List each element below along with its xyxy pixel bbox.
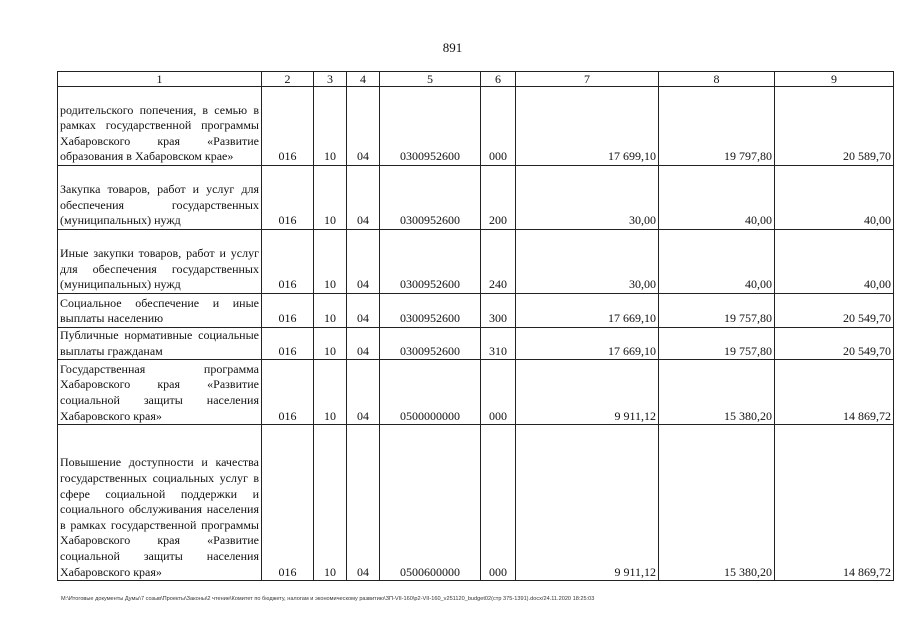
expense-type-cell: 000: [481, 87, 516, 166]
amount-year1-cell: 17 699,10: [516, 87, 659, 166]
expense-type-cell: 310: [481, 328, 516, 360]
ministry-code-cell: 016: [262, 166, 314, 230]
subsection-code-cell: 04: [347, 425, 380, 581]
row-name-cell: Государственная программа Хабаровского края «Развитие социальной защиты населения Хабаровского края»: [58, 360, 262, 425]
header-cell-2: 2: [262, 72, 314, 87]
amount-year2-cell: 15 380,20: [659, 360, 775, 425]
row-name-cell: Публичные нормативные социальные выплаты гражданам: [58, 328, 262, 360]
header-cell-8: 8: [659, 72, 775, 87]
target-article-cell: 0300952600: [380, 294, 481, 328]
amount-year1-cell: 30,00: [516, 166, 659, 230]
amount-year3-cell: 14 869,72: [775, 425, 894, 581]
subsection-code-cell: 04: [347, 294, 380, 328]
table-row: [58, 360, 894, 425]
amount-year2-cell: 19 757,80: [659, 328, 775, 360]
subsection-code-cell: 04: [347, 328, 380, 360]
header-cell-5: 5: [380, 72, 481, 87]
expense-type-cell: 000: [481, 425, 516, 581]
section-code-cell: 10: [314, 230, 347, 294]
header-cell-6: 6: [481, 72, 516, 87]
document-file-path: M:\Итоговые документы Думы\7 созыв\Проекты\Законы\2 чтение\Комитет по бюджету, налогам и экономическому развитию\ЗП-VII-160\р2-VII-160_v251120_budget02(стр 375-1391).docx/24.11.2020 18:25:03: [61, 596, 595, 602]
amount-year3-cell: 20 589,70: [775, 87, 894, 166]
table-header-row: [58, 72, 894, 87]
section-code-cell: 10: [314, 360, 347, 425]
row-name-cell: родительского попечения, в семью в рамках государственной программы Хабаровского края «Развитие образования в Хабаровском крае»: [58, 87, 262, 166]
row-name-cell: Иные закупки товаров, работ и услуг для обеспечения государственных (муниципальных) нужд: [58, 230, 262, 294]
table-row: [58, 87, 894, 166]
target-article-cell: 0500600000: [380, 425, 481, 581]
amount-year1-cell: 9 911,12: [516, 360, 659, 425]
amount-year1-cell: 9 911,12: [516, 425, 659, 581]
amount-year1-cell: 30,00: [516, 230, 659, 294]
row-name-cell: Закупка товаров, работ и услуг для обеспечения государственных (муниципальных) нужд: [58, 166, 262, 230]
expense-type-cell: 200: [481, 166, 516, 230]
expense-type-cell: 000: [481, 360, 516, 425]
section-code-cell: 10: [314, 328, 347, 360]
amount-year2-cell: 19 797,80: [659, 87, 775, 166]
budget-table: [57, 71, 894, 581]
header-cell-1: 1: [58, 72, 262, 87]
amount-year2-cell: 40,00: [659, 230, 775, 294]
row-name-cell: Повышение доступности и качества государственных социальных услуг в сфере социальной поддержки и социального обслуживания населения в рамках государственной программы Хабаровского края «Развитие социальной защиты населения Хабаровского края»: [58, 425, 262, 581]
header-cell-9: 9: [775, 72, 894, 87]
subsection-code-cell: 04: [347, 360, 380, 425]
amount-year3-cell: 40,00: [775, 166, 894, 230]
table-row: [58, 294, 894, 328]
target-article-cell: 0300952600: [380, 166, 481, 230]
amount-year2-cell: 15 380,20: [659, 425, 775, 581]
subsection-code-cell: 04: [347, 230, 380, 294]
ministry-code-cell: 016: [262, 328, 314, 360]
target-article-cell: 0500000000: [380, 360, 481, 425]
header-cell-3: 3: [314, 72, 347, 87]
amount-year1-cell: 17 669,10: [516, 328, 659, 360]
header-cell-7: 7: [516, 72, 659, 87]
expense-type-cell: 240: [481, 230, 516, 294]
subsection-code-cell: 04: [347, 166, 380, 230]
table-row: [58, 328, 894, 360]
target-article-cell: 0300952600: [380, 230, 481, 294]
section-code-cell: 10: [314, 87, 347, 166]
amount-year3-cell: 20 549,70: [775, 294, 894, 328]
expense-type-cell: 300: [481, 294, 516, 328]
row-name-cell: Социальное обеспечение и иные выплаты населению: [58, 294, 262, 328]
ministry-code-cell: 016: [262, 425, 314, 581]
table-row: [58, 166, 894, 230]
amount-year1-cell: 17 669,10: [516, 294, 659, 328]
table-row: [58, 425, 894, 581]
section-code-cell: 10: [314, 425, 347, 581]
header-cell-4: 4: [347, 72, 380, 87]
amount-year2-cell: 40,00: [659, 166, 775, 230]
amount-year3-cell: 40,00: [775, 230, 894, 294]
target-article-cell: 0300952600: [380, 328, 481, 360]
target-article-cell: 0300952600: [380, 87, 481, 166]
table-row: [58, 230, 894, 294]
ministry-code-cell: 016: [262, 87, 314, 166]
ministry-code-cell: 016: [262, 294, 314, 328]
ministry-code-cell: 016: [262, 360, 314, 425]
page-number: 891: [442, 40, 463, 55]
amount-year3-cell: 20 549,70: [775, 328, 894, 360]
amount-year2-cell: 19 757,80: [659, 294, 775, 328]
amount-year3-cell: 14 869,72: [775, 360, 894, 425]
ministry-code-cell: 016: [262, 230, 314, 294]
subsection-code-cell: 04: [347, 87, 380, 166]
section-code-cell: 10: [314, 294, 347, 328]
section-code-cell: 10: [314, 166, 347, 230]
